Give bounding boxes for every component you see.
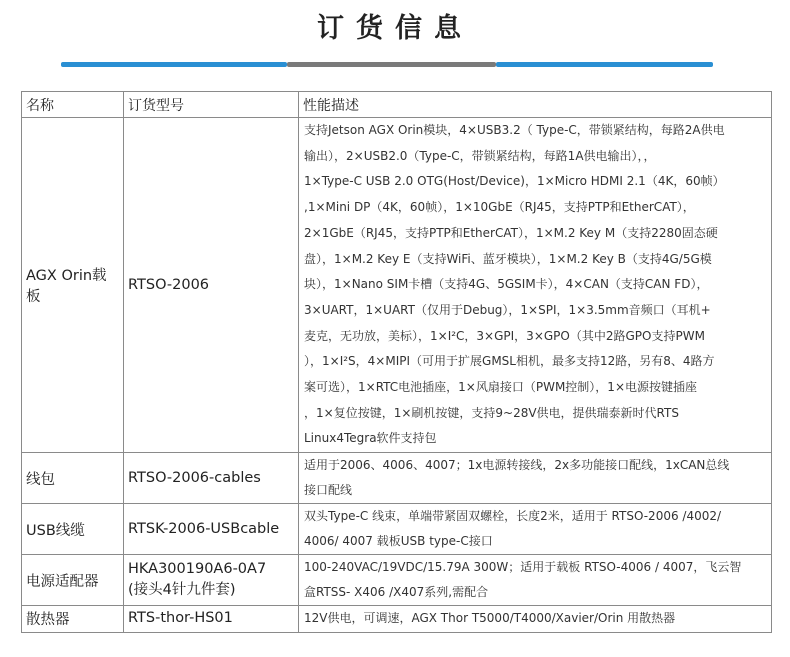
desc-line: 接口配线 — [304, 483, 353, 498]
order-info-table — [21, 91, 772, 633]
header-description: 性能描述 — [299, 92, 772, 118]
header-name: 名称 — [22, 92, 124, 118]
desc-line: 麦克，无功放，美标），1×I²C，3×GPI，3×GPO（其中2路GPO支持PWM — [304, 328, 705, 343]
desc-line: 盒RTSS- X406 /X407系列,需配合 — [304, 585, 489, 600]
desc-line: 2×1GbE（RJ45，支持PTP和EtherCAT），1×M.2 Key M（支持2280固态硬 — [304, 225, 718, 240]
product-description — [299, 118, 772, 453]
desc-line: 适用于2006、4006、4007；1x电源转接线，2x多功能接口配线，1xCAN总线 — [304, 458, 730, 473]
product-model — [124, 606, 299, 633]
table-row — [22, 606, 772, 633]
product-name: 线包 — [22, 453, 124, 504]
product-description — [299, 555, 772, 606]
title-underline-right — [496, 62, 713, 67]
product-model — [124, 555, 299, 606]
desc-line: ,1×Mini DP（4K，60帧），1×10GbE（RJ45，支持PTP和EtherCAT）， — [304, 200, 695, 215]
product-model — [124, 504, 299, 555]
desc-line: 4006/ 4007 载板USB type-C接口 — [304, 534, 493, 549]
desc-line: 100-240VAC/19VDC/15.79A 300W；适用于载板 RTSO-4006 / 4007，飞云智 — [304, 560, 742, 575]
product-name: 电源适配器 — [22, 555, 124, 606]
product-model — [124, 118, 299, 453]
desc-line: ，1×复位按键，1×刷机按键，支持9~28V供电，提供瑞泰新时代RTS — [304, 405, 679, 420]
title-underline-left — [61, 62, 287, 67]
product-description — [299, 504, 772, 555]
model-line: RTS-thor-HS01 — [128, 610, 233, 627]
model-line: RTSO-2006-cables — [128, 469, 261, 486]
model-line: RTSO-2006 — [128, 276, 210, 293]
table-header-row — [22, 92, 772, 118]
model-line: HKA300190A6-0A7 — [128, 561, 267, 578]
table-row — [22, 555, 772, 606]
model-line: RTSK-2006-USBcable — [128, 520, 280, 537]
page-title: 订货信息 — [317, 13, 473, 44]
table-row — [22, 453, 772, 504]
product-name: USB线缆 — [22, 504, 124, 555]
desc-line: 12V供电，可调速，AGX Thor T5000/T4000/Xavier/Orin 用散热器 — [304, 611, 676, 626]
title-underline-middle — [287, 62, 496, 67]
product-name: AGX Orin载板 — [22, 118, 124, 453]
desc-line: 输出），2×USB2.0（Type-C，带锁紧结构，每路1A供电输出），， — [304, 148, 656, 163]
product-name: 散热器 — [22, 606, 124, 633]
desc-line: 案可选），1×RTC电池插座，1×风扇接口（PWM控制），1×电源按键插座 — [304, 380, 697, 395]
desc-line: ），1×I²S，4×MIPI（可用于扩展GMSL相机，最多支持12路，另有8、4路方 — [304, 354, 715, 369]
desc-line: 双头Type-C 线束，单端带紧固双螺栓，长度2米，适用于 RTSO-2006 /4002/ — [304, 509, 722, 524]
product-description — [299, 606, 772, 633]
table-row — [22, 118, 772, 453]
header-model: 订货型号 — [124, 92, 299, 118]
desc-line: Linux4Tegra软件支持包 — [304, 431, 437, 446]
product-description — [299, 453, 772, 504]
table-row — [22, 504, 772, 555]
product-model — [124, 453, 299, 504]
model-line: (接头4针九件套) — [128, 582, 236, 599]
desc-line: 3×UART，1×UART（仅用于Debug），1×SPI，1×3.5mm音频口（耳机+ — [304, 302, 711, 317]
desc-line: 支持Jetson AGX Orin模块，4×USB3.2（ Type-C，带锁紧结构，每路2A供电 — [304, 123, 725, 137]
desc-line: 1×Type-C USB 2.0 OTG(Host/Device)，1×Micro HDMI 2.1（4K，60帧） — [304, 174, 725, 189]
desc-line: 盘），1×M.2 Key E（支持WiFi、蓝牙模块），1×M.2 Key B（支持4G/5G模 — [304, 251, 712, 266]
desc-line: 块），1×Nano SIM卡槽（支持4G、5GSIM卡），4×CAN（支持CAN FD）， — [304, 277, 709, 292]
